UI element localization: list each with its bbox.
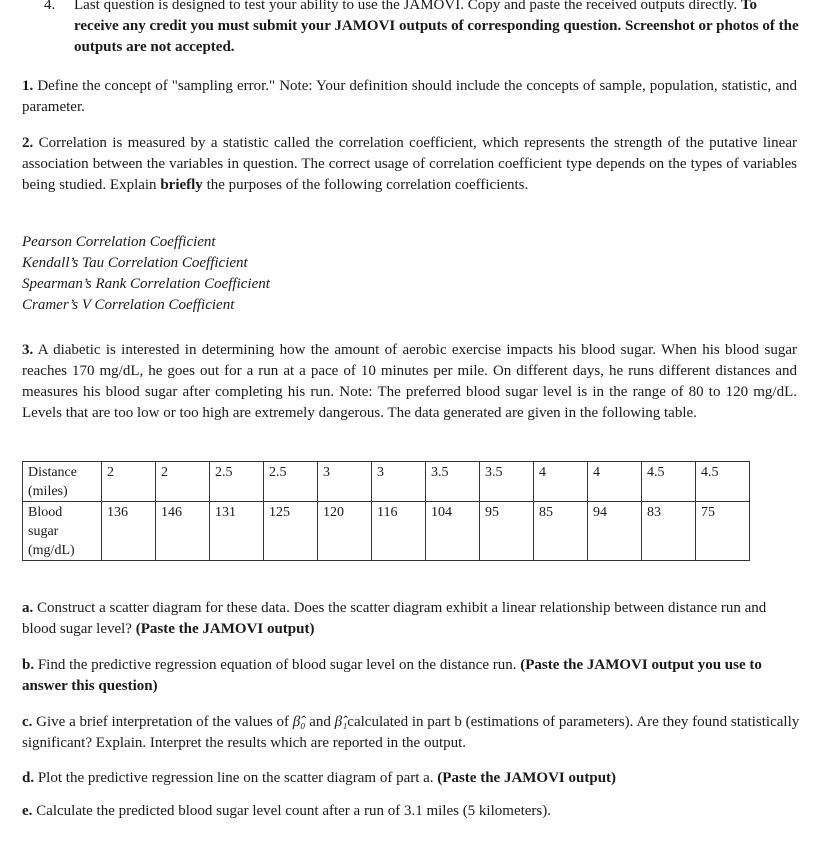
part-a-bold: (Paste the JAMOVI output) — [135, 621, 315, 637]
instruction-bold-text: To receive any credit you must submit your JAMOVI outputs of corresponding question. Screenshot or photos of the outputs are not accepted. — [74, 0, 799, 55]
data-table — [22, 461, 750, 561]
table-cell: 4 — [534, 462, 588, 502]
question-2-text-end: the purposes of the following correlation coefficients. — [206, 177, 529, 193]
table-cell: 75 — [696, 502, 750, 561]
table-cell: 3 — [318, 462, 372, 502]
table-cell: 4 — [588, 462, 642, 502]
beta-1-symbol: β̂₁ — [334, 714, 348, 730]
coefficient-kendall: Kendall’s Tau Correlation Coefficient — [22, 255, 248, 271]
table-cell: 120 — [318, 502, 372, 561]
beta-0-symbol: β̂₀ — [292, 714, 306, 730]
question-1-text: Define the concept of "sampling error." Note: Your definition should include the concepts of sample, population, statistic, and parameter. — [22, 78, 798, 115]
part-b-label: b. — [22, 657, 35, 673]
question-1-label: 1. — [22, 78, 34, 94]
table-cell: 2.5 — [210, 462, 264, 502]
part-a-label: a. — [22, 600, 34, 616]
table-cell: 125 — [264, 502, 318, 561]
table-row-header: Distance (miles) — [23, 462, 102, 502]
instruction-text: Last question is designed to test your ability to use the JAMOVI. Copy and paste the received outputs directly. — [74, 0, 738, 13]
part-d — [22, 768, 802, 789]
question-1 — [22, 76, 797, 118]
part-e-label: e. — [22, 803, 33, 819]
table-row-distance — [23, 462, 750, 502]
part-a-text: Construct a scatter diagram for these data. Does the scatter diagram exhibit a linear relationship between distance run and blood sugar level? — [22, 600, 767, 637]
part-e-text: Calculate the predicted blood sugar level count after a run of 3.1 miles (5 kilometers). — [36, 803, 551, 819]
table-cell: 85 — [534, 502, 588, 561]
part-c — [22, 712, 802, 754]
part-a — [22, 598, 802, 640]
part-d-text: Plot the predictive regression line on the scatter diagram of part a. — [37, 770, 434, 786]
table-cell: 131 — [210, 502, 264, 561]
question-2-bold: briefly — [160, 177, 203, 193]
table-cell: 4.5 — [696, 462, 750, 502]
table-cell: 2 — [156, 462, 210, 502]
table-cell: 94 — [588, 502, 642, 561]
table-cell: 95 — [480, 502, 534, 561]
table-cell: 146 — [156, 502, 210, 561]
part-b-text: Find the predictive regression equation of blood sugar level on the distance run. — [37, 657, 517, 673]
part-c-text: Give a brief interpretation of the values of — [36, 714, 289, 730]
table-cell: 83 — [642, 502, 696, 561]
table-cell: 4.5 — [642, 462, 696, 502]
part-e — [22, 801, 802, 822]
part-b-bold: (Paste the JAMOVI output you use to answer this question) — [22, 657, 762, 694]
part-c-text-end: calculated in part b (estimations of parameters). Are they found statistically significant? Explain. Interpret the results which are reported in the output. — [22, 714, 800, 751]
instruction-item-4 — [44, 0, 804, 58]
part-c-label: c. — [22, 714, 33, 730]
coefficient-cramer: Cramer’s V Correlation Coefficient — [22, 297, 235, 313]
coefficient-pearson: Pearson Correlation Coefficient — [22, 234, 216, 250]
part-b — [22, 655, 802, 697]
part-d-label: d. — [22, 770, 35, 786]
coefficient-spearman: Spearman’s Rank Correlation Coefficient — [22, 276, 270, 292]
item-number: 4. — [44, 0, 56, 13]
table-row-header: Blood sugar (mg/dL) — [23, 502, 102, 561]
part-d-bold: (Paste the JAMOVI output) — [437, 770, 617, 786]
table-cell: 2.5 — [264, 462, 318, 502]
table-cell: 116 — [372, 502, 426, 561]
table-cell: 136 — [102, 502, 156, 561]
table-cell: 3.5 — [426, 462, 480, 502]
part-c-and: and — [309, 714, 331, 730]
question-2-text: Correlation is measured by a statistic called the correlation coefficient, which represents the strength of the putative linear association between the variables in question. The correct usage of correlation coefficient type depends on the types of variables being studied. Explain — [22, 135, 797, 193]
question-3 — [22, 340, 797, 424]
table-cell: 104 — [426, 502, 480, 561]
table-row-blood-sugar — [23, 502, 750, 561]
table-cell: 3 — [372, 462, 426, 502]
question-2-label: 2. — [22, 135, 34, 151]
question-2 — [22, 133, 797, 196]
table-cell: 3.5 — [480, 462, 534, 502]
question-3-label: 3. — [22, 342, 34, 358]
table-cell: 2 — [102, 462, 156, 502]
coefficient-list — [22, 232, 270, 316]
question-3-text: A diabetic is interested in determining how the amount of aerobic exercise impacts his blood sugar. When his blood sugar reaches 170 mg/dL, he goes out for a run at a pace of 10 minutes per mile. On different days, he runs different distances and measures his blood sugar after completing his run. Note: The preferred blood sugar level is in the range of 80 to 120 mg/dL. Levels that are too low or too high are extremely dangerous. The data generated are given in the following table. — [22, 342, 797, 421]
